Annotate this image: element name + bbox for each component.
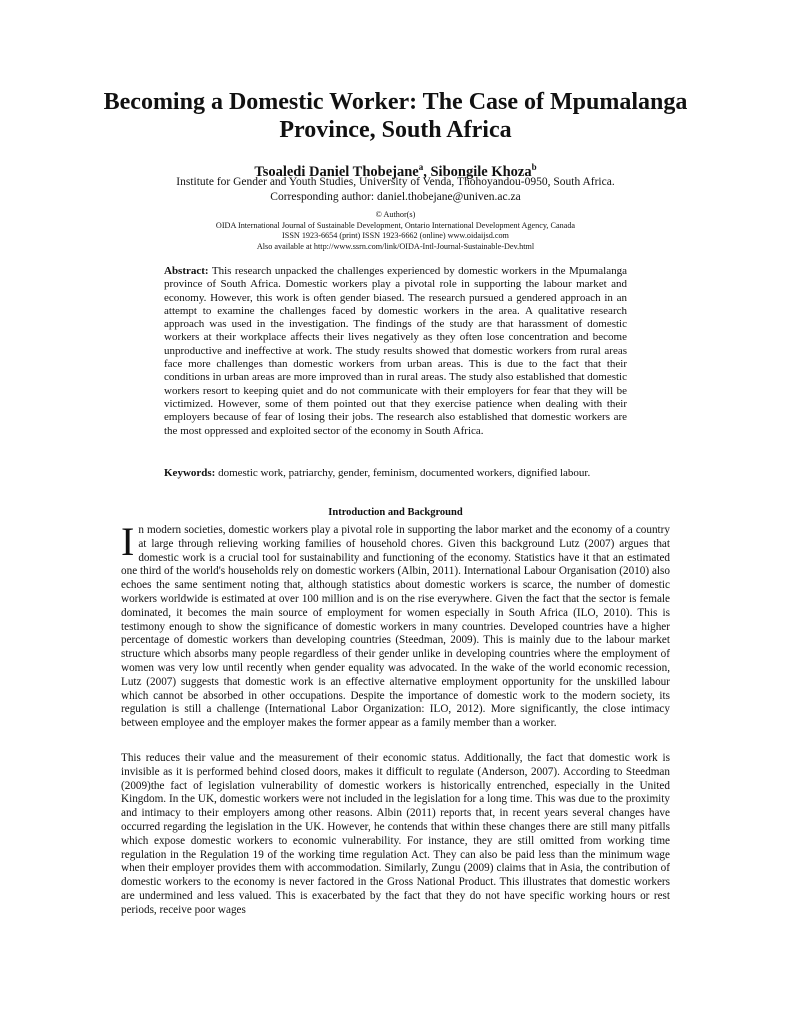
abstract-text: This research unpacked the challenges experienced by domestic workers in the Mpumalanga province of South Africa. Domestic workers play a pivotal role in supporting the labour market and economy. However, this work is often gender biased. The research pursued a gendered approach in an attempt to examine the challenges faced by domestic workers in the area. A qualitative research approach was used in the investigation. The findings of the study are that harassment of domestic workers at their workplace affects their lives negatively as they often lose concentration and become unproductive and ineffective at work. The study results showed that domestic workers from rural areas face more challenges than domestic workers from urban areas. This is due to the fact that their conditions in urban areas are more improved than in rural areas. The study also established that domestic workers resort to keeping quiet and do not communicate with their employers for fear that they will be victimized. However, some of them pointed out that they exercise patience when dealing with their employers because of fear of losing their jobs. The research also established that domestic workers are the most oppressed and exploited sector of the economy in South Africa. [164, 265, 627, 437]
author-name: Tsoaledi Daniel Thobejane [254, 163, 419, 180]
abstract-label: Abstract: [164, 265, 209, 277]
author-name: Sibongile Khoza [430, 163, 532, 180]
affiliation: Institute for Gender and Youth Studies, University of Venda, Thohoyandou-0950, South Africa. [176, 176, 615, 188]
affiliation-block [100, 175, 691, 205]
abstract [164, 265, 627, 438]
journal-line: OIDA International Journal of Sustainable Development, Ontario International Development Agency, Canada [215, 220, 576, 230]
keywords [164, 467, 627, 480]
keywords-label: Keywords: [164, 467, 216, 479]
affiliation-mark: b [531, 162, 537, 172]
paragraph-text: This reduces their value and the measurement of their economic status. Additionally, the fact that domestic work is invisible as it is performed behind closed doors, makes it difficult to regulate (Anderson, 2007). According to Steedman (2009)the fact of legislation vulnerability of domestic workers is historically entrenched, especially in the United Kingdom. In the UK, domestic workers were not included in the legislation for a long time. This was due to the proximity and intimacy to their employers among other reasons. Albin (2011) reports that, in recent years several changes have occurred regarding the legislation in the UK. However, he contends that within these changes there are still many pitfalls which expose domestic workers to economic vulnerability. For instance, they are still omitted from working time regulation in the Regulation 19 of the working time regulation Act. They can also be paid less than the minimum wage when their employer provides them with accommodation. Similarly, Zungu (2009) claims that in Asia, the contribution of domestic workers to the economy is never factored in the Gross National Product. This illustrates that domestic workers are undermined and less valued. This is exacerbated by the fact that they do not have specific working hours or rest periods, receive poor wages [121, 752, 670, 916]
availability-line: Also available at http://www.ssrn.com/link/OIDA-Intl-Journal-Sustainable-Dev.html [256, 241, 535, 251]
paragraph-text: n modern societies, domestic workers play a pivotal role in supporting the labor market and the economy of a country at large through relieving working families of household chores. Given this background Lutz (2007) argues that domestic work is a crucial tool for sustainability and functioning of the economy. Statistics have it that an estimated one third of the world's households rely on domestic workers (Albin, 2011). International Labour Organisation (2010) also echoes the same sentiment noting that, although statistics about domestic workers is scarce, the number of domestic workers worldwide is estimated at over 100 million and is on the rise everywhere. Given the fact that the sector is female dominated, it becomes the main source of employment for women especially in South Africa (ILO, 2010). This is testimony enough to show the significance of domestic workers in many countries. Developed countries have a higher percentage of domestic workers than developing countries (Steedman, 2009). This is mainly due to the labour market structure which absorbs many people regardless of their gender unlike in developing countries where the employment of women was very low until recently when gender equality was advocated. In the wake of the world economic recession, Lutz (2007) suggests that domestic work is an effective alternative employment opportunity for the unskilled labour which cannot be absorbed in other occupations. Despite the importance of domestic work to the modern society, its regulation is still a challenge (International Labor Organization: ILO, 2012). More significantly, the close intimacy between employee and the employer makes the former appear as a family member than a worker. [121, 524, 670, 730]
drop-cap: I [121, 519, 135, 564]
corresponding-author: Corresponding author: daniel.thobejane@univen.ac.za [270, 191, 521, 203]
publication-info [100, 210, 691, 252]
keywords-text: domestic work, patriarchy, gender, feminism, documented workers, dignified labour. [218, 467, 591, 479]
copyright-line: © Author(s) [375, 210, 416, 219]
author-separator: , [423, 163, 431, 180]
paper-title: Becoming a Domestic Worker: The Case of Mpumalanga Province, South Africa [103, 89, 688, 143]
issn-line: ISSN 1923-6654 (print) ISSN 1923-6662 (online) www.oidaijsd.com [282, 231, 509, 240]
section-heading: Introduction and Background [328, 507, 463, 518]
body-paragraph [121, 752, 670, 918]
body-paragraph [121, 519, 670, 731]
affiliation-mark: a [418, 162, 424, 172]
